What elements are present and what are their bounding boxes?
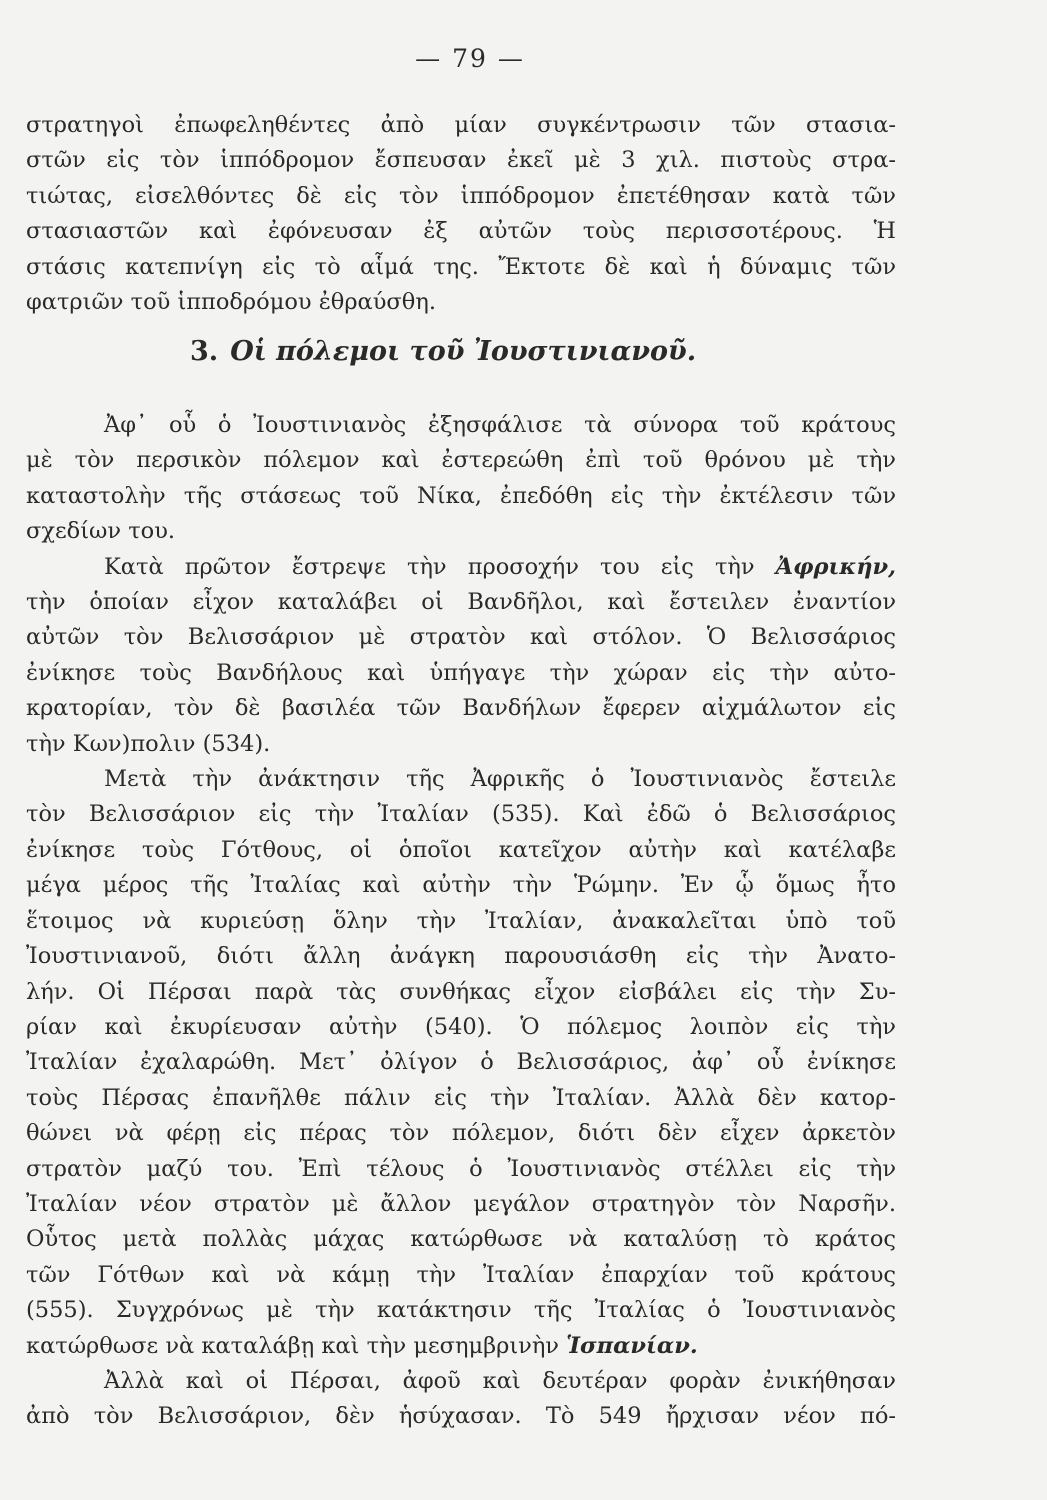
text-line: στρατηγοὶ ἐπωφεληθέντες ἀπὸ μίαν συγκέντρωσιν τῶν στασια-: [26, 112, 896, 138]
text-run: κατώρθωσε νὰ καταλάβῃ καὶ τὴν μεσημβρινὴν: [26, 1332, 559, 1359]
text-line: στῶν εἰς τὸν ἱππόδρομον ἔσπευσαν ἐκεῖ μὲ 3 χιλ. πιστοὺς στρα-: [26, 147, 896, 174]
text-run: Κατὰ πρῶτον ἔστρεψε τὴν προσοχήν του εἰς τὴν: [104, 553, 755, 580]
section-heading: [190, 336, 696, 367]
text-line: Οὗτος μετὰ πολλὰς μάχας κατώρθωσε νὰ καταλύσῃ τὸ κράτος: [26, 1226, 896, 1253]
text-line: Ἰταλίαν νέον στρατὸν μὲ ἄλλον μεγάλον στρατηγὸν τὸν Ναρσῆν.: [26, 1190, 896, 1217]
text-line: ἐνίκησε τοὺς Βανδήλους καὶ ὑπήγαγε τὴν χώραν εἰς τὴν αὐτο-: [26, 659, 896, 686]
text-line: μὲ τὸν περσικὸν πόλεμον καὶ ἐστερεώθη ἐπὶ τοῦ θρόνου μὲ τὴν: [26, 447, 896, 474]
highlighted-term: Ἀφρικήν,: [775, 553, 897, 580]
text-line: τοὺς Πέρσας ἐπανῆλθε πάλιν εἰς τὴν Ἰταλίαν. Ἀλλὰ δὲν κατορ-: [26, 1084, 896, 1111]
main-text: [26, 408, 896, 1435]
text-line: ἐνίκησε τοὺς Γότθους, οἱ ὁποῖοι κατεῖχον αὐτὴν καὶ κατέλαβε: [26, 836, 896, 863]
text-line: στρατὸν μαζύ του. Ἐπὶ τέλους ὁ Ἰουστινιανὸς στέλλει εἰς τὴν: [26, 1155, 896, 1182]
text-line: Ἰταλίαν ἐχαλαρώθη. Μετ᾽ ὀλίγον ὁ Βελισσάριος, ἀφ᾽ οὗ ἐνίκησε: [26, 1049, 896, 1076]
text-line: λήν. Οἱ Πέρσαι παρὰ τὰς συνθήκας εἶχον εἰσβάλει εἰς τὴν Συ-: [26, 978, 896, 1005]
text-line: Ἀφ᾽ οὗ ὁ Ἰουστινιανὸς ἐξησφάλισε τὰ σύνορα τοῦ κράτους: [104, 412, 896, 438]
text-line: τὴν Κων)πολιν (534).: [26, 730, 271, 757]
text-line: στάσις κατεπνίγη εἰς τὸ αἷμά της. Ἔκτοτε δὲ καὶ ἡ δύναμις τῶν: [26, 253, 896, 280]
text-line: σχεδίων του.: [26, 518, 176, 545]
text-line: τὸν Βελισσάριον εἰς τὴν Ἰταλίαν (535). Καὶ ἐδῶ ὁ Βελισσάριος: [26, 801, 896, 828]
text-line: [26, 550, 896, 585]
text-line: θώνει νὰ φέρῃ εἰς πέρας τὸν πόλεμον, διότι δὲν εἶχεν ἀρκετὸν: [26, 1120, 896, 1147]
text-line: ἀπὸ τὸν Βελισσάριον, δὲν ἡσύχασαν. Τὸ 549 ἤρχισαν νέον πό-: [26, 1403, 896, 1430]
text-line: ρίαν καὶ ἐκυρίευσαν αὐτὴν (540). Ὁ πόλεμος λοιπὸν εἰς τὴν: [26, 1013, 896, 1040]
text-line: αὐτῶν τὸν Βελισσάριον μὲ στρατὸν καὶ στόλον. Ὁ Βελισσάριος: [26, 624, 896, 651]
text-line: τὴν ὁποίαν εἶχον καταλάβει οἱ Βανδῆλοι, καὶ ἔστειλεν ἐναντίον: [26, 589, 896, 616]
intro-paragraph: [26, 108, 896, 320]
section-title: Οἱ πόλεμοι τοῦ Ἰουστινιανοῦ.: [230, 336, 697, 367]
text-line: Ἀλλὰ καὶ οἱ Πέρσαι, ἀφοῦ καὶ δευτέραν φορὰν ἐνικήθησαν: [104, 1367, 896, 1394]
highlighted-term: Ἱσπανίαν.: [566, 1332, 698, 1359]
section-number: 3.: [190, 336, 219, 367]
text-line: φατριῶν τοῦ ἱπποδρόμου ἐθραύσθη.: [26, 289, 436, 316]
text-line: τῶν Γότθων καὶ νὰ κάμῃ τὴν Ἰταλίαν ἐπαρχίαν τοῦ κράτους: [26, 1261, 896, 1288]
text-line: (555). Συγχρόνως μὲ τὴν κατάκτησιν τῆς Ἰταλίας ὁ Ἰουστινιανὸς: [26, 1297, 896, 1324]
text-line: ἕτοιμος νὰ κυριεύσῃ ὅλην τὴν Ἰταλίαν, ἀνακαλεῖται ὑπὸ τοῦ: [26, 907, 896, 934]
text-line: καταστολὴν τῆς στάσεως τοῦ Νίκα, ἐπεδόθη εἰς τὴν ἐκτέλεσιν τῶν: [26, 482, 896, 509]
text-line: Μετὰ τὴν ἀνάκτησιν τῆς Ἀφρικῆς ὁ Ἰουστινιανὸς ἔστειλε: [104, 766, 896, 793]
page-number: — 79 —: [415, 44, 525, 73]
text-line: [26, 1329, 896, 1364]
text-line: τιώτας, εἰσελθόντες δὲ εἰς τὸν ἱππόδρομον ἐπετέθησαν κατὰ τῶν: [26, 182, 896, 209]
text-line: Ἰουστινιανοῦ, διότι ἄλλη ἀνάγκη παρουσιάσθη εἰς τὴν Ἀνατο-: [26, 943, 896, 970]
text-line: μέγα μέρος τῆς Ἰταλίας καὶ αὐτὴν τὴν Ῥώμην. Ἐν ᾧ ὅμως ἦτο: [26, 872, 896, 899]
text-line: στασιαστῶν καὶ ἐφόνευσαν ἐξ αὐτῶν τοὺς περισσοτέρους. Ἡ: [26, 218, 896, 245]
text-line: κρατορίαν, τὸν δὲ βασιλέα τῶν Βανδήλων ἔφερεν αἰχμάλωτον εἰς: [26, 695, 896, 722]
